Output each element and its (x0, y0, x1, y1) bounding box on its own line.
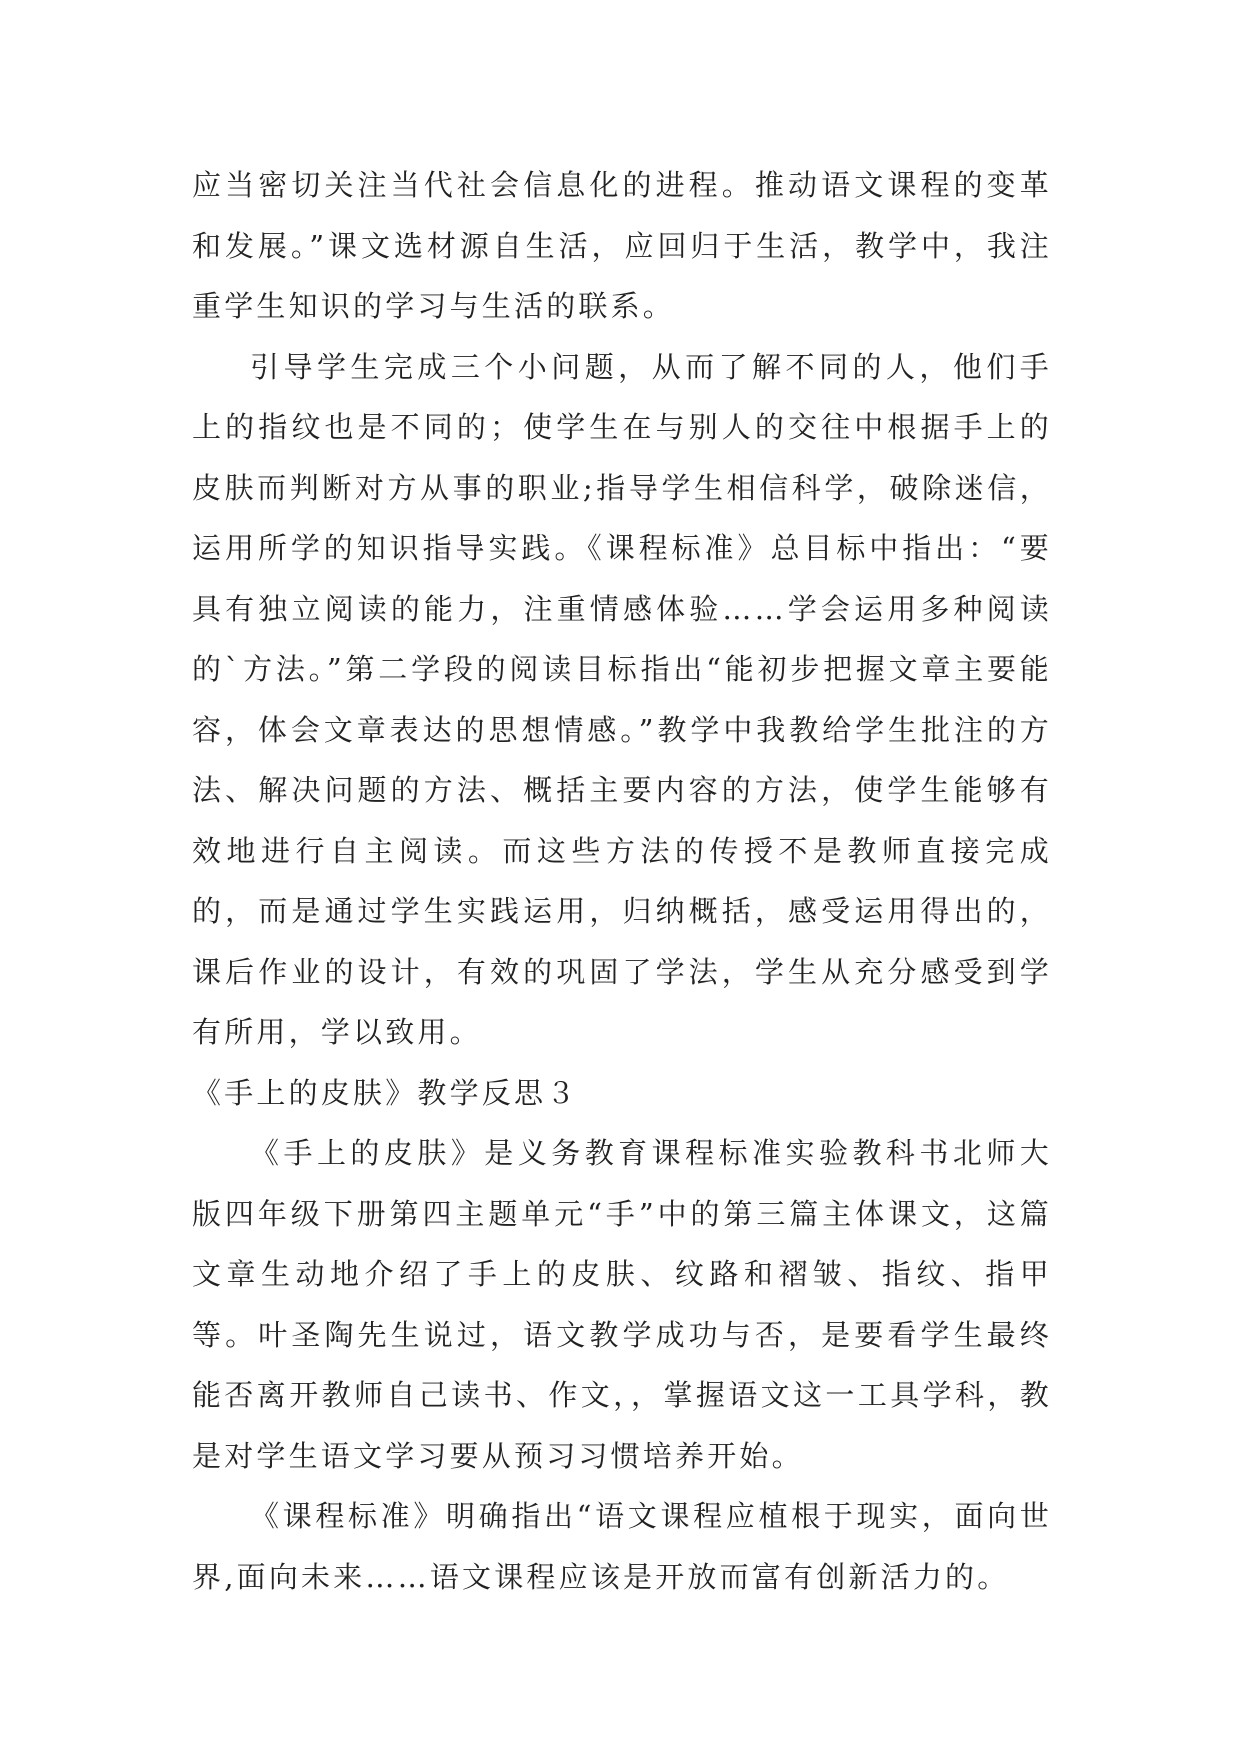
paragraph-2: 引导学生完成三个小问题，从而了解不同的人，他们手上的指纹也是不同的；使学生在与别人的交往中根据手上的皮肤而判断对方从事的职业;指导学生相信科学，破除迷信，运用所学的知识指导实践。《课程标准》总目标中指出：“要具有独立阅读的能力，注重情感体验……学会运用多种阅读的`方法。”第二学段的阅读目标指出“能初步把握文章主要能容，体会文章表达的思想情感。”教学中我教给学生批注的方法、解决问题的方法、概括主要内容的方法，使学生能够有效地进行自主阅读。而这些方法的传授不是教师直接完成的，而是通过学生实践运用，归纳概括，感受运用得出的，课后作业的设计，有效的巩固了学法，学生从充分感受到学有所用，学以致用。 (192, 349, 1052, 1049)
paragraph-4: 《课程标准》明确指出“语文课程应植根于现实，面向世界,面向未来……语文课程应该是开放而富有创新活力的。 (192, 1499, 1052, 1594)
paragraph-1: 应当密切关注当代社会信息化的进程。推动语文课程的变革和发展。”课文选材源自生活，应回归于生活，教学中，我注重学生知识的学习与生活的联系。 (192, 168, 1052, 323)
paragraph-3: 《手上的皮肤》是义务教育课程标准实验教科书北师大版四年级下册第四主题单元“手”中的第三篇主体课文，这篇文章生动地介绍了手上的皮肤、纹路和褶皱、指纹、指甲等。叶圣陶先生说过，语文教学成功与否，是要看学生最终能否离开教师自己读书、作文，，掌握语文这一工具学科，教是对学生语文学习要从预习习惯培养开始。 (192, 1136, 1052, 1473)
section-title: 《手上的皮肤》教学反思３ (192, 1075, 579, 1110)
document-body (192, 155, 1052, 1607)
